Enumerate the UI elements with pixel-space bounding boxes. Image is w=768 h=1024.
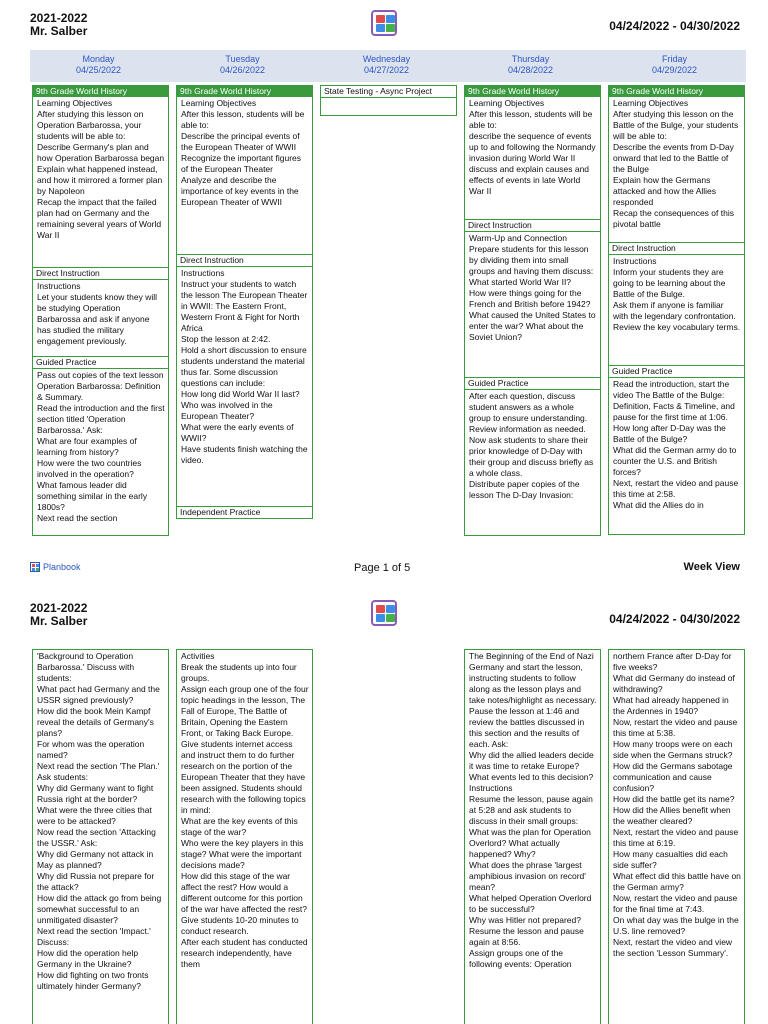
section-heading: Direct Instruction xyxy=(33,267,168,280)
guided-practice: 'Background to Operation Barbarossa.' Discuss with students: What pact had Germany and the USSR signed previously? How did the book Mein Kampf reveal the details of Germany's plans? For whom was the operation named? Next read the section 'The Plan.' Ask students: Why did Germany want to fight Russia right at the border? What were the three cities that were to be attacked? Now read the section 'Attacking the USSR.' Ask: Why did Germany not attack in May as planned? Why did Russia not prepare for the attack? How did the attack go from being somewhat successful to an unmitigated disaster? Next read the section 'Impact.' Discuss: How did the operation help Germany in the Ukraine? How did fighting on two fronts ultimately hinder Germany? xyxy=(37,651,162,991)
lesson-column-tuesday xyxy=(176,85,313,519)
guided-practice: Pass out copies of the text lesson Operation Barbarossa: Definition & Summary. Read the introduction and the first section titled 'Operation Barbarossa.' Ask: What are four examples of learning from history? How were the two countries involved in the operation? What famous leader did something similar in the early 1800s? Next read the section xyxy=(37,370,165,523)
learning-objectives: Learning Objectives After this lesson, students will be able to: describe the sequence of events up to and following the Normandy invasion during World War II discuss and explain causes and effects of events in late World War II xyxy=(469,98,596,196)
day-header-friday[interactable]: Friday 04/29/2022 xyxy=(651,54,698,75)
lesson-column-thursday xyxy=(464,85,601,536)
lesson-card[interactable] xyxy=(464,85,601,536)
section-heading: Direct Instruction xyxy=(609,242,744,255)
planbook-label: Planbook xyxy=(43,562,81,572)
guided-practice: northern France after D-Day for five weeks? What did Germany do instead of withdrawing? What had already happened in the Ardennes in 1940? Now, restart the video and pause this time at 5:38. How many troops were on each side when the Germans struck? How did the Germans sabotage communication and cause confusion? How did the battle get its name? How did the Allies benefit when the weather cleared? Next, restart the video and pause this time at 6:19. How many casualties did each side suffer? What effect did this battle have on the German army? Now, restart the video and pause for the final time at 7:43. On what day was the bulge in the U.S. line removed? Next, restart the video and view the section 'Lesson Summary'. xyxy=(613,651,741,958)
planbook-link[interactable] xyxy=(30,562,81,572)
course-title: 9th Grade World History xyxy=(609,86,744,97)
lesson-column-tuesday-continued xyxy=(176,649,313,1024)
teacher-name: Mr. Salber xyxy=(30,614,88,628)
section-heading: Guided Practice xyxy=(465,377,600,390)
lesson-card[interactable] xyxy=(320,85,457,116)
planner-page-2 xyxy=(0,590,768,1024)
page-number: Page 1 of 5 xyxy=(354,562,411,574)
day-header-monday[interactable]: Monday 04/25/2022 xyxy=(75,54,122,75)
learning-objectives: Learning Objectives After this lesson, students will be able to: Describe the principal events of the European Theater of WWII Recognize the important figures of the European Theater Analyze and describe the importance of key events in the European Theater of WWII xyxy=(181,98,305,207)
lesson-card[interactable] xyxy=(176,649,313,1024)
learning-objectives: Learning Objectives After studying this lesson on the Battle of the Bulge, your students will be able to: Describe the events from D-Day onward that led to the Battle of the Bulge Explain how the Germans attacked and how the Allies responded Recap the consequences of this pivotal battle xyxy=(613,98,739,229)
school-year: 2021-2022 xyxy=(30,601,88,615)
section-heading: Direct Instruction xyxy=(177,254,312,267)
view-mode-label: Week View xyxy=(683,561,740,573)
lesson-column-thursday-continued xyxy=(464,649,601,1024)
learning-objectives: Learning Objectives After studying this lesson on Operation Barbarossa, your students will be able to: Describe Germany's plan and how Operation Barbarossa began Explain what happened instead, and how it mirrored a former plan by Napoleon Recap the impact that the failed plan had on Germany and the remaining several years of World War II xyxy=(37,98,165,240)
direct-instruction: Instructions Let your students know they will be studying Operation Barbarossa and ask if anyone has studied the military engagement previously. xyxy=(37,281,158,346)
section-heading: Guided Practice xyxy=(609,365,744,378)
day-header-thursday[interactable]: Thursday 04/28/2022 xyxy=(507,54,554,75)
lesson-column-monday xyxy=(32,85,169,536)
planbook-mini-icon xyxy=(30,562,40,572)
guided-practice: Read the introduction, start the video The Battle of the Bulge: Definition, Facts & Timeline, and pause for the first time at 1:06. How long after D-Day was the Battle of the Bulge? What did the German army do to counter the U.S. and British forces? Next, restart the video and pause this time at 2:58. What did the Allies do in xyxy=(613,379,739,510)
guided-practice: The Beginning of the End of Nazi Germany and start the lesson, instructing students to follow along as the lesson plays and take notes/highlight as necessary. Pause the lesson at 1:46 and review the battles discussed in this section and the results of each. Ask: Why did the allied leaders decide it was time to retake Europe? What events led to this decision? Instructions Resume the lesson, pause again at 5:28 and ask students to discuss in their small groups: What was the plan for Operation Overlord? What actually happened? Why? What does the phrase 'largest amphibious invasion on record' mean? What helped Operation Overlord to be successful? Why was Hitler not prepared? Resume the lesson and pause again at 8:56. Assign groups one of the following events: Operation xyxy=(469,651,597,969)
direct-instruction: Instructions Inform your students they are going to be learning about the Battle of the Bulge. Ask them if anyone is familiar with the legendary confrontation. Review the key vocabulary terms. xyxy=(613,256,741,332)
day-header-band xyxy=(30,50,746,82)
school-year: 2021-2022 xyxy=(30,11,88,25)
lesson-card[interactable] xyxy=(464,649,601,1024)
course-title: 9th Grade World History xyxy=(465,86,600,97)
course-title: 9th Grade World History xyxy=(177,86,312,97)
date-range: 04/24/2022 - 04/30/2022 xyxy=(609,19,740,33)
guided-practice: After each question, discuss student answers as a whole group to ensure understanding. Review information as needed. Now ask students to share their prior knowledge of D-Day with their group and discuss briefly as a whole class. Distribute paper copies of the lesson The D-Day Invasion: xyxy=(469,391,594,500)
independent-practice: Activities Break the students up into four groups. Assign each group one of the four topic headings in the lesson, The Fall of Europe, The Battle of Britain, Opening the Eastern Front, or Taking Back Europe. Give students internet access and instruct them to do further research on the portion of the European Theater that they have been assigned. Students should research with the following topics in mind: What are the key events of this stage of the war? Who were the key players in this stage? What were the important decisions made? How did this stage of the war affect the rest? How would a different outcome for this portion of the war have affected the rest? Give students 10-20 minutes to conduct research. After each student has conducted research independently, have them xyxy=(181,651,309,969)
header-info xyxy=(30,602,87,628)
lesson-column-friday xyxy=(608,85,745,535)
direct-instruction: Instructions Instruct your students to watch the lesson The European Theater in WWII: The Eastern Front, Western Front & Fight for North Africa Stop the lesson at 2:42. Hold a short discussion to ensure students understand the material thus far. Some discussion questions can include: How long did World War II last? Who was involved in the European Theater? What were the early events of WWII? Have students finish watching the video. xyxy=(181,268,308,465)
course-title: State Testing - Async Project xyxy=(321,86,456,98)
lesson-card[interactable] xyxy=(32,85,169,536)
day-header-wednesday[interactable]: Wednesday 04/27/2022 xyxy=(362,54,411,75)
header-info xyxy=(30,12,87,38)
date-range: 04/24/2022 - 04/30/2022 xyxy=(609,612,740,626)
planbook-logo-icon xyxy=(371,600,397,626)
lesson-card[interactable] xyxy=(176,85,313,519)
direct-instruction: Warm-Up and Connection Prepare students for this lesson by dividing them into small groups and having them discuss: What started World War II? How were things going for the French and British before 1942? What caused the United States to enter the war? What about the Soviet Union? xyxy=(469,233,596,342)
lesson-card[interactable] xyxy=(608,85,745,535)
teacher-name: Mr. Salber xyxy=(30,24,88,38)
planbook-logo-icon xyxy=(371,10,397,36)
lesson-column-wednesday xyxy=(320,85,457,116)
lesson-column-monday-continued xyxy=(32,649,169,1024)
lesson-column-friday-continued xyxy=(608,649,745,1024)
course-title: 9th Grade World History xyxy=(33,86,168,97)
section-heading: Direct Instruction xyxy=(465,219,600,232)
lesson-card[interactable] xyxy=(32,649,169,1024)
day-header-tuesday[interactable]: Tuesday 04/26/2022 xyxy=(219,54,266,75)
lesson-card[interactable] xyxy=(608,649,745,1024)
section-heading: Independent Practice xyxy=(177,506,312,518)
section-heading: Guided Practice xyxy=(33,356,168,369)
